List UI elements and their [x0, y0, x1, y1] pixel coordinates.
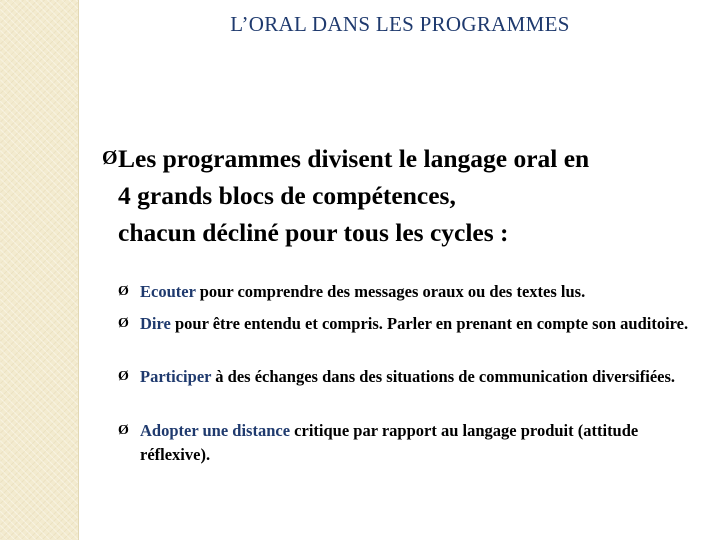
competence-description: pour comprendre des messages oraux ou des textes lus.: [195, 282, 586, 301]
bullet-arrow-icon: Ø: [118, 316, 129, 331]
side-band-divider: [78, 0, 79, 540]
main-bullet-line: 4 grands blocs de compétences,: [118, 181, 456, 210]
bullet-arrow-icon: Ø: [118, 369, 129, 384]
competence-description: pour être entendu et compris. Parler en prenant en compte son auditoire.: [170, 314, 689, 333]
competence-keyword: Participer: [140, 367, 212, 386]
competence-description: à des échanges dans des situations de communication diversifiées.: [211, 367, 676, 386]
competence-item-participer: [118, 365, 708, 389]
competence-keyword: Adopter une distance: [140, 421, 291, 440]
decorative-side-band: [0, 0, 78, 540]
competence-item-ecouter: [118, 280, 708, 304]
main-bullet-line: Les programmes divisent le langage oral en: [118, 144, 590, 173]
competence-keyword: Ecouter: [140, 282, 196, 301]
bullet-arrow-icon: Ø: [118, 423, 129, 438]
competence-item-adopter: [118, 419, 708, 467]
competence-keyword: Dire: [140, 314, 171, 333]
bullet-arrow-icon: Ø: [118, 284, 129, 299]
main-bullet-line: chacun décliné pour tous les cycles :: [118, 218, 509, 247]
bullet-arrow-icon: Ø: [102, 147, 118, 169]
slide-title: L’ORAL DANS LES PROGRAMMES: [230, 12, 570, 36]
main-bullet: [102, 140, 720, 251]
competence-description: critique par rapport au langage produit (attitude réflexive).: [140, 421, 639, 464]
competence-item-dire: [118, 312, 708, 336]
